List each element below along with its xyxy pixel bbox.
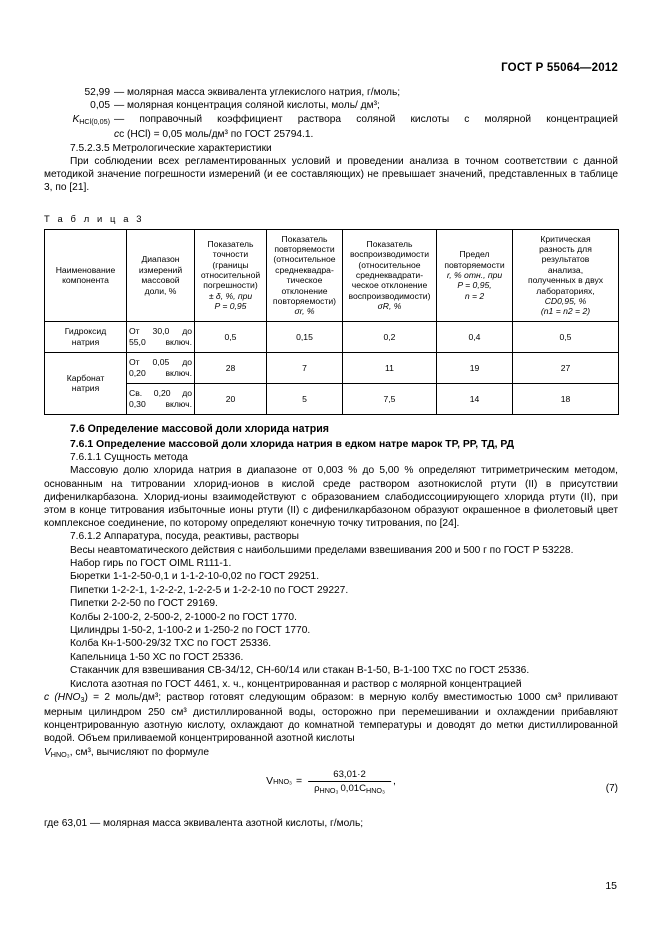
formula-fraction <box>308 769 391 795</box>
paragraph-metrology: При соблюдении всех регламентированных условий и проведении анализа в точном соответствии с данной методикой значение погрешности измерений (и ее составляющих) не превышает значений, представленных в таблице 3, по [21]. <box>44 156 618 194</box>
cell-range: От 30,0 до 55,0 включ. <box>127 321 195 352</box>
formula-density-symbol: ρ <box>314 782 320 794</box>
volume-text: , см³, вычисляют по формуле <box>69 746 210 758</box>
cell-reproducibility: 7,5 <box>343 383 437 414</box>
definition-item <box>44 86 618 99</box>
paragraph-balances: Весы неавтоматического действия с наибольшими пределами взвешивания 200 и 500 г по ГОСТ Р 53228. <box>70 544 574 556</box>
acid-formula-prefix: с (HNO <box>44 691 81 703</box>
page-number: 15 <box>605 880 617 892</box>
table-row <box>45 383 619 414</box>
equipment-item: Капельница 1-50 ХС по ГОСТ 25336. <box>70 651 244 663</box>
formula-7 <box>266 769 396 795</box>
definition-text <box>114 99 618 112</box>
formula-numerator: 63,01·2 <box>308 769 391 782</box>
formula-block <box>44 761 618 817</box>
table-header-critical-difference: Критическая разность для результатов анализа, полученных в двух лабораториях, CD0,95, % (n1 = n2 = 2) <box>513 229 619 321</box>
paragraph-nitric-acid-intro: Кислота азотная по ГОСТ 4461, х. ч., концентрированная и раствор с молярной концентрацией <box>70 678 522 690</box>
cell-range: Св. 0,20 до 0,30 включ. <box>127 383 195 414</box>
cell-critical-difference: 0,5 <box>513 321 619 352</box>
cell-accuracy: 0,5 <box>195 321 267 352</box>
definition-item <box>44 113 618 128</box>
acid-prep-text: ) = 2 моль/дм³; раствор готовят следующим образом: в мерную колбу вместимостью 1000 см³ приливают мерным цилиндром 250 см³ дистиллированной воды, осторожно при перемешивании и охлаждении прибавляют концентрированную азотную кислоту, охлаждают до комнатной температуры и доводят до метки дистиллированной водой. Объем приливаемой концентрированной азотной кислоты <box>44 691 618 745</box>
acid-formula-subscript: 3 <box>80 694 85 704</box>
formula-number: (7) <box>605 782 618 794</box>
table-header-component: Наименование компонента <box>45 229 127 321</box>
table-body <box>45 321 619 414</box>
table-caption: Т а б л и ц а 3 <box>44 212 145 224</box>
paragraph-where-63: где 63,01 — молярная масса эквивалента азотной кислоты, г/моль; <box>44 817 364 829</box>
definition-symbol-subscript: HCl(0,05) <box>79 116 110 126</box>
formula-equals-sign: = <box>295 776 303 788</box>
cell-repeatability: 0,15 <box>267 321 343 352</box>
definition-symbol <box>44 99 114 112</box>
table-header-repeat-limit: Предел повторяемости r, % отн., при P = 0,95, n = 2 <box>437 229 513 321</box>
cell-reproducibility: 0,2 <box>343 321 437 352</box>
definition-dash: — <box>114 100 125 112</box>
formula-lhs-variable: V <box>266 776 274 788</box>
cell-critical-difference: 18 <box>513 383 619 414</box>
heading-7-6-1-1: 7.6.1.1 Сущность метода <box>70 451 188 463</box>
definition-text <box>114 86 618 99</box>
definition-symbol-value: 52,99 <box>84 87 110 98</box>
heading-7-6: 7.6 Определение массовой доли хлорида натрия <box>70 422 329 435</box>
equipment-item: Набор гирь по ГОСТ OIML R111-1. <box>70 557 232 569</box>
equipment-item: Пипетки 1-2-2-1, 1-2-2-2, 1-2-2-5 и 1-2-2-10 по ГОСТ 29227. <box>70 584 349 596</box>
definition-symbol-value: 0,05 <box>90 100 110 112</box>
equipment-item: Бюретки 1-1-2-50-0,1 и 1-1-2-10-0,02 по ГОСТ 29251. <box>70 571 320 583</box>
formula-concentration-term: 0,01C <box>340 782 367 794</box>
formula-lhs-subscript: HNO₃ <box>273 777 292 787</box>
paragraph-volume-definition <box>44 746 618 761</box>
definition-description: молярная масса эквивалента углекислого натрия, г/моль; <box>127 87 401 98</box>
equipment-item: Стаканчик для взвешивания СВ-34/12, СН-60/14 или стакан В-1-50, В-1-100 ТХС по ГОСТ 25336. <box>70 665 530 677</box>
definition-text <box>114 113 618 126</box>
symbol-definition-list <box>44 86 618 142</box>
table-row <box>45 352 619 383</box>
table-header-row <box>45 229 619 321</box>
definition-dash: — <box>114 113 125 125</box>
cell-component: Гидроксид натрия <box>45 321 127 352</box>
definition-item <box>44 99 618 112</box>
definition-description: поправочный коэффициент раствора соляной кислоты с молярной концентрацией <box>139 113 618 125</box>
definition-dash: — <box>114 87 125 98</box>
definition-description: молярная концентрация соляной кислоты, моль/ дм³; <box>127 100 380 112</box>
definition-symbol <box>44 86 114 99</box>
cell-component: Карбонат натрия <box>45 352 127 414</box>
cell-repeat-limit: 0,4 <box>437 321 513 352</box>
cell-repeat-limit: 14 <box>437 383 513 414</box>
table-header-accuracy: Показатель точности (границы относительной погрешности) ± δ, %, при P = 0,95 <box>195 229 267 321</box>
table-header-reproducibility: Показатель воспроизводимости (относительное среднеквадрати- ческое отклонение воспроизводимости) σR, % <box>343 229 437 321</box>
equipment-item: Колбы 2-100-2, 2-500-2, 2-1000-2 по ГОСТ 1770. <box>70 611 297 623</box>
volume-symbol-subscript: HNO₃ <box>50 749 70 759</box>
table-head <box>45 229 619 321</box>
cell-repeatability: 5 <box>267 383 343 414</box>
formula-denominator <box>308 782 391 795</box>
definition-symbol <box>44 113 114 128</box>
cell-repeatability: 7 <box>267 352 343 383</box>
equipment-item: Цилиндры 1-50-2, 1-100-2 и 1-250-2 по ГОСТ 1770. <box>70 624 311 636</box>
formula-density-subscript: HNO₃ <box>319 785 339 795</box>
paragraph-nitric-acid-prep <box>44 691 618 746</box>
formula-trailing-comma: , <box>392 776 396 788</box>
table-header-repeatability: Показатель повторяемости (относительное среднеквадра- тическое отклонение повторяемости) σr, % <box>267 229 343 321</box>
heading-metrology: 7.5.2.3.5 Метрологические характеристики <box>70 142 272 154</box>
cell-critical-difference: 27 <box>513 352 619 383</box>
equipment-item: Колба Кн-1-500-29/32 ТХС по ГОСТ 25336. <box>70 638 272 650</box>
table-row <box>45 321 619 352</box>
definition-symbol-value: K <box>72 113 80 125</box>
cell-range: От 0,05 до 0,20 включ. <box>127 352 195 383</box>
page-content <box>44 0 618 830</box>
cell-accuracy: 28 <box>195 352 267 383</box>
document-standard-header: ГОСТ Р 55064—2012 <box>501 62 618 74</box>
paragraph-method-essence: Массовую долю хлорида натрия в диапазоне от 0,003 % до 5,00 % определяют титриметрическим методом, основанным на титровании хлорид-ионов в кислой среде раствором азотнокислой ртути (II) в присутствии дифенилкарбазона. Хлорид-ионы взаимодействуют с образованием слабодиссоциирующего хлорида ртути (II), при этом в конце титрования избыточные ионы ртути (II) с дифенилкарбазоном образуют окрашенное в фиолетовый цвет комплексное соединение, по которому определяют конечную точку титрования, по [24]. <box>44 465 618 530</box>
formula-concentration-subscript: HNO₃ <box>366 785 385 795</box>
definition-continuation: сс (HCl) = 0,05 моль/дм³ по ГОСТ 25794.1. <box>114 129 314 141</box>
table-header-range: Диапазон измерений массовой доли, % <box>127 229 195 321</box>
cell-reproducibility: 11 <box>343 352 437 383</box>
metrology-table <box>44 229 619 415</box>
equipment-item: Пипетки 2-2-50 по ГОСТ 29169. <box>70 598 218 610</box>
definition-continuation-text: с (HCl) = 0,05 моль/дм³ по ГОСТ 25794.1. <box>119 129 314 141</box>
heading-7-6-1-2: 7.6.1.2 Аппаратура, посуда, реактивы, растворы <box>70 531 300 543</box>
cell-accuracy: 20 <box>195 383 267 414</box>
heading-7-6-1: 7.6.1 Определение массовой доли хлорида натрия в едком натре марок ТР, РР, ТД, РД <box>70 438 515 450</box>
volume-symbol: V <box>44 746 51 758</box>
cell-repeat-limit: 19 <box>437 352 513 383</box>
